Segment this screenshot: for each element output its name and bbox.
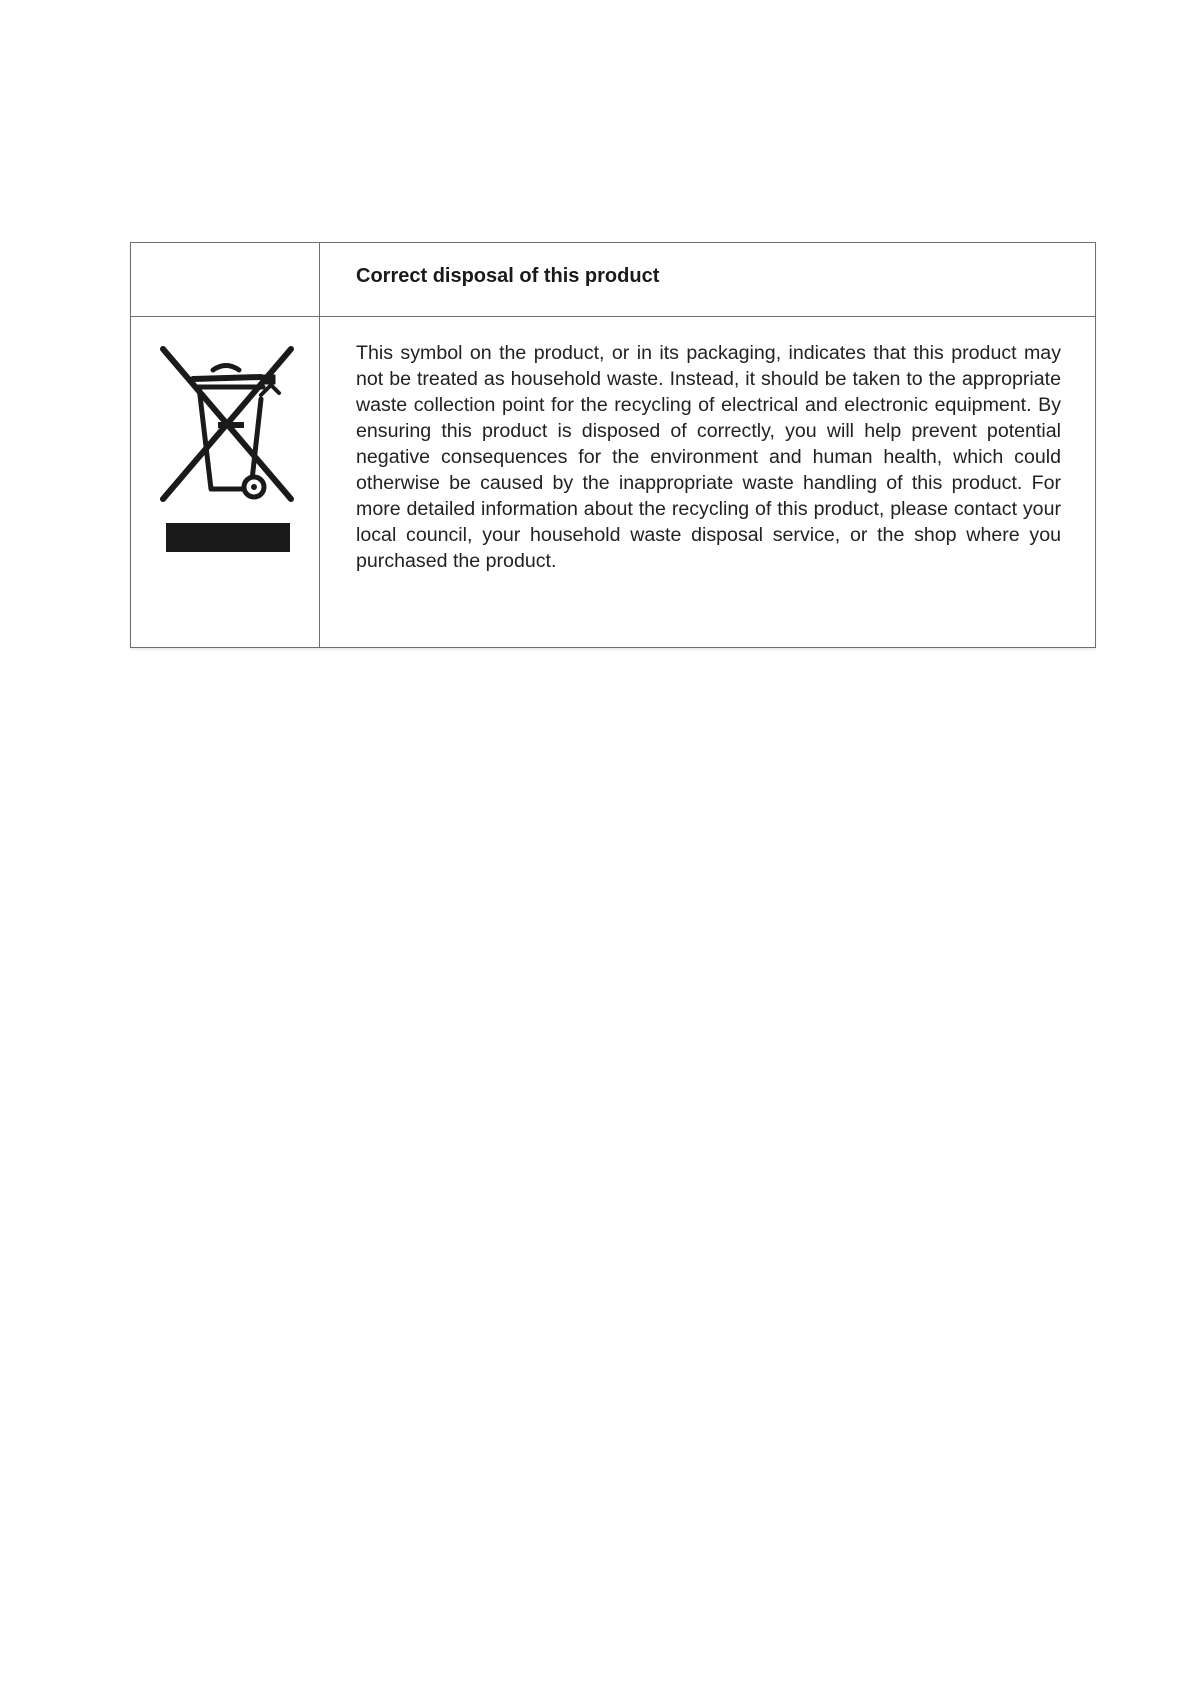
notice-body-text: This symbol on the product, or in its packaging, indicates that this product may not be treated as household waste. Instead, it should be taken to the appropriate waste collection point for the recycling of electrical and electronic equipment. By ensuring this product is disposed of correctly, you will help prevent potential negative consequences for the environment and human health, which could otherwise be caused by the inappropriate waste handling of this product. For more detailed information about the recycling of this product, please contact your local council, your household waste disposal service, or the shop where you purchased the product. [356,342,1061,572]
row-divider [131,316,1095,317]
crossed-out-wheelie-bin-icon [151,343,301,553]
disposal-notice-table [130,242,1096,648]
notice-heading: Correct disposal of this product [356,265,660,287]
column-divider [319,243,320,647]
